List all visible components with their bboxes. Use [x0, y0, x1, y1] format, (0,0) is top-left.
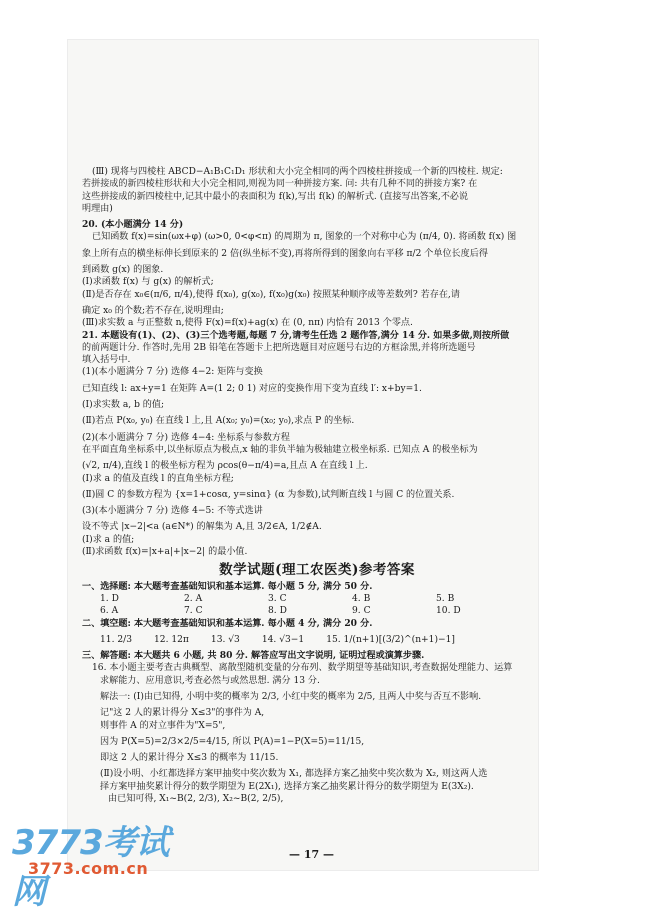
text-line: (Ⅲ)求实数 a 与正整数 n,使得 F(x)=f(x)+ag(x) 在 (0, nπ) 内恰有 2013 个零点.	[82, 318, 413, 329]
text-line: 即这 2 人的累计得分 X≤3 的概率为 11/15.	[100, 753, 279, 764]
text-line: (Ⅰ)求函数 f(x) 与 g(x) 的解析式;	[82, 277, 214, 288]
choice-answer: 8. D	[268, 606, 287, 617]
text-line: (Ⅱ)求函数 f(x)=|x+a|+|x−2| 的最小值.	[82, 547, 248, 558]
text-line: (√2, π/4),直线 l 的极坐标方程为 ρcos(θ−π/4)=a,且点 A 在直线 l 上.	[82, 461, 368, 472]
fill-answer: 11. 2/3	[100, 634, 132, 645]
text-line: 由已知可得, X₁~B(2, 2/3), X₂~B(2, 2/5),	[108, 794, 284, 805]
text-line: 因为 P(X=5)=2/3×2/5=4/15, 所以 P(A)=1−P(X=5)=11/15,	[100, 736, 365, 747]
text-line: 设不等式 |x−2|<a (a∈N*) 的解集为 A,且 3/2∈A, 1/2∉A.	[82, 522, 322, 533]
choice-answer: 7. C	[184, 606, 203, 617]
text-line: 这些拼接成的新四棱柱中,记其中最小的表面积为 f(k),写出 f(k) 的解析式. (直接写出答案,不必说	[82, 191, 468, 202]
text-line: (Ⅱ)设小明、小红都选择方案甲抽奖中奖次数为 X₁, 都选择方案乙抽奖中奖次数为 X₂, 则这两人选	[100, 769, 488, 780]
text-line: 则事件 A 的对立事件为"X=5",	[100, 720, 226, 731]
text-line: (Ⅰ)求实数 a, b 的值;	[82, 400, 165, 411]
fill-answer: 12. 12π	[154, 634, 189, 645]
question-21-heading: 21. 本题设有(1)、(2)、(3)三个选考题,每题 7 分,请考生任选 2 题作答,满分 14 分. 如果多做,则按所做	[82, 329, 510, 341]
choice-answer: 1. D	[100, 593, 119, 604]
text-line: 到函数 g(x) 的图象.	[82, 265, 164, 276]
text-line: (Ⅰ)求 a 的值;	[82, 534, 135, 545]
text-line: 已知直线 l: ax+y=1 在矩阵 A=(1 2; 0 1) 对应的变换作用下变为直线 l′: x+by=1.	[82, 383, 422, 394]
watermark-url: 3773.com.cn	[28, 859, 149, 878]
text-line: 填入括号中.	[82, 355, 131, 366]
text-line: (3)(本小题满分 7 分) 选修 4−5: 不等式选讲	[82, 506, 263, 517]
choice-answer: 4. B	[352, 593, 371, 604]
fill-answer: 15. 1/(n+1)[(3/2)^(n+1)−1]	[326, 634, 455, 645]
choice-answers-row-2	[82, 605, 552, 617]
answer-title: 数学试题(理工农医类)参考答案	[219, 562, 415, 579]
text-line: (Ⅱ)是否存在 x₀∈(π/6, π/4),使得 f(x₀), g(x₀), f(x₀)g(x₀) 按照某种顺序成等差数列? 若存在,请	[82, 289, 460, 300]
text-line: 若拼接成的新四棱柱形状和大小完全相同,则视为同一种拼接方案. 问: 共有几种不同的拼接方案? 在	[82, 179, 478, 190]
text-line: 择方案甲抽奖累计得分的数学期望为 E(2X₁), 选择方案乙抽奖累计得分的数学期望为 E(3X₂).	[100, 781, 474, 792]
fill-answer: 13. √3	[210, 634, 240, 645]
choice-answer: 2. A	[184, 593, 203, 604]
choice-answer: 9. C	[352, 606, 371, 617]
text-line: 确定 x₀ 的个数;若不存在,说明理由;	[82, 305, 224, 316]
section-1-heading: 一、选择题: 本大题考查基础知识和基本运算. 每小题 5 分, 满分 50 分.	[82, 580, 373, 592]
page-number: — 17 —	[289, 848, 334, 861]
text-line: 在平面直角坐标系中,以坐标原点为极点,x 轴的非负半轴为极轴建立极坐标系. 已知点 A 的极坐标为	[82, 444, 478, 455]
fill-answers-row	[82, 634, 552, 646]
section-3-heading: 三、解答题: 本大题共 6 小题, 共 80 分. 解答应写出文字说明, 证明过程或演算步骤.	[82, 650, 425, 662]
text-line: (Ⅰ)求 a 的值及直线 l 的直角坐标方程;	[82, 473, 234, 484]
text-line: (1)(本小题满分 7 分) 选修 4−2: 矩阵与变换	[82, 367, 263, 378]
page-content	[82, 166, 552, 805]
text-line: 明理由)	[82, 203, 113, 214]
text-line: 16. 本小题主要考查古典概型、离散型随机变量的分布列、数学期望等基础知识,考查数据处理能力、运算	[92, 663, 513, 674]
text-line: 解法一: (Ⅰ)由已知得, 小明中奖的概率为 2/3, 小红中奖的概率为 2/5, 且两人中奖与否互不影响.	[100, 691, 482, 702]
fill-answer: 14. √3−1	[261, 634, 305, 645]
text-line: (2)(本小题满分 7 分) 选修 4−4: 坐标系与参数方程	[82, 432, 290, 443]
text-line: (Ⅱ)若点 P(x₀, y₀) 在直线 l 上,且 A(x₀; y₀)=(x₀; y₀),求点 P 的坐标.	[82, 416, 355, 427]
text-line: (Ⅱ)圆 C 的参数方程为 {x=1+cosα, y=sinα} (α 为参数),试判断直线 l 与圆 C 的位置关系.	[82, 489, 455, 500]
section-2-heading: 二、填空题: 本大题考查基础知识和基本运算. 每小题 4 分, 满分 20 分.	[82, 617, 373, 629]
question-20-heading: 20. (本小题满分 14 分)	[82, 219, 184, 231]
text-line: 的前两题计分. 作答时,先用 2B 铅笔在答题卡上把所选题目对应题号右边的方框涂黑,并将所选题号	[82, 342, 476, 353]
text-line: (Ⅲ) 现将与四棱柱 ABCD−A₁B₁C₁D₁ 形状和大小完全相同的两个四棱柱拼接成一个新的四棱柱. 规定:	[92, 167, 503, 177]
choice-answer: 5. B	[436, 593, 455, 604]
choice-answers-row-1	[82, 593, 552, 605]
text-line: 求解能力、应用意识,考查必然与或然思想. 满分 13 分.	[100, 675, 320, 686]
choice-answer: 3. C	[268, 593, 287, 604]
site-watermark	[6, 815, 184, 912]
text-line: 记"这 2 人的累计得分 X≤3"的事件为 A,	[100, 708, 265, 719]
choice-answer: 10. D	[436, 606, 461, 617]
choice-answer: 6. A	[100, 606, 119, 617]
watermark-logo: 3773考试网	[12, 823, 169, 912]
text-line: 已知函数 f(x)=sin(ωx+φ) (ω>0, 0<φ<π) 的周期为 π, 图象的一个对称中心为 (π/4, 0). 将函数 f(x) 图	[92, 232, 517, 243]
text-line: 象上所有点的横坐标伸长到原来的 2 倍(纵坐标不变),再将所得到的图象向右平移 π/2 个单位长度后得	[82, 248, 488, 259]
